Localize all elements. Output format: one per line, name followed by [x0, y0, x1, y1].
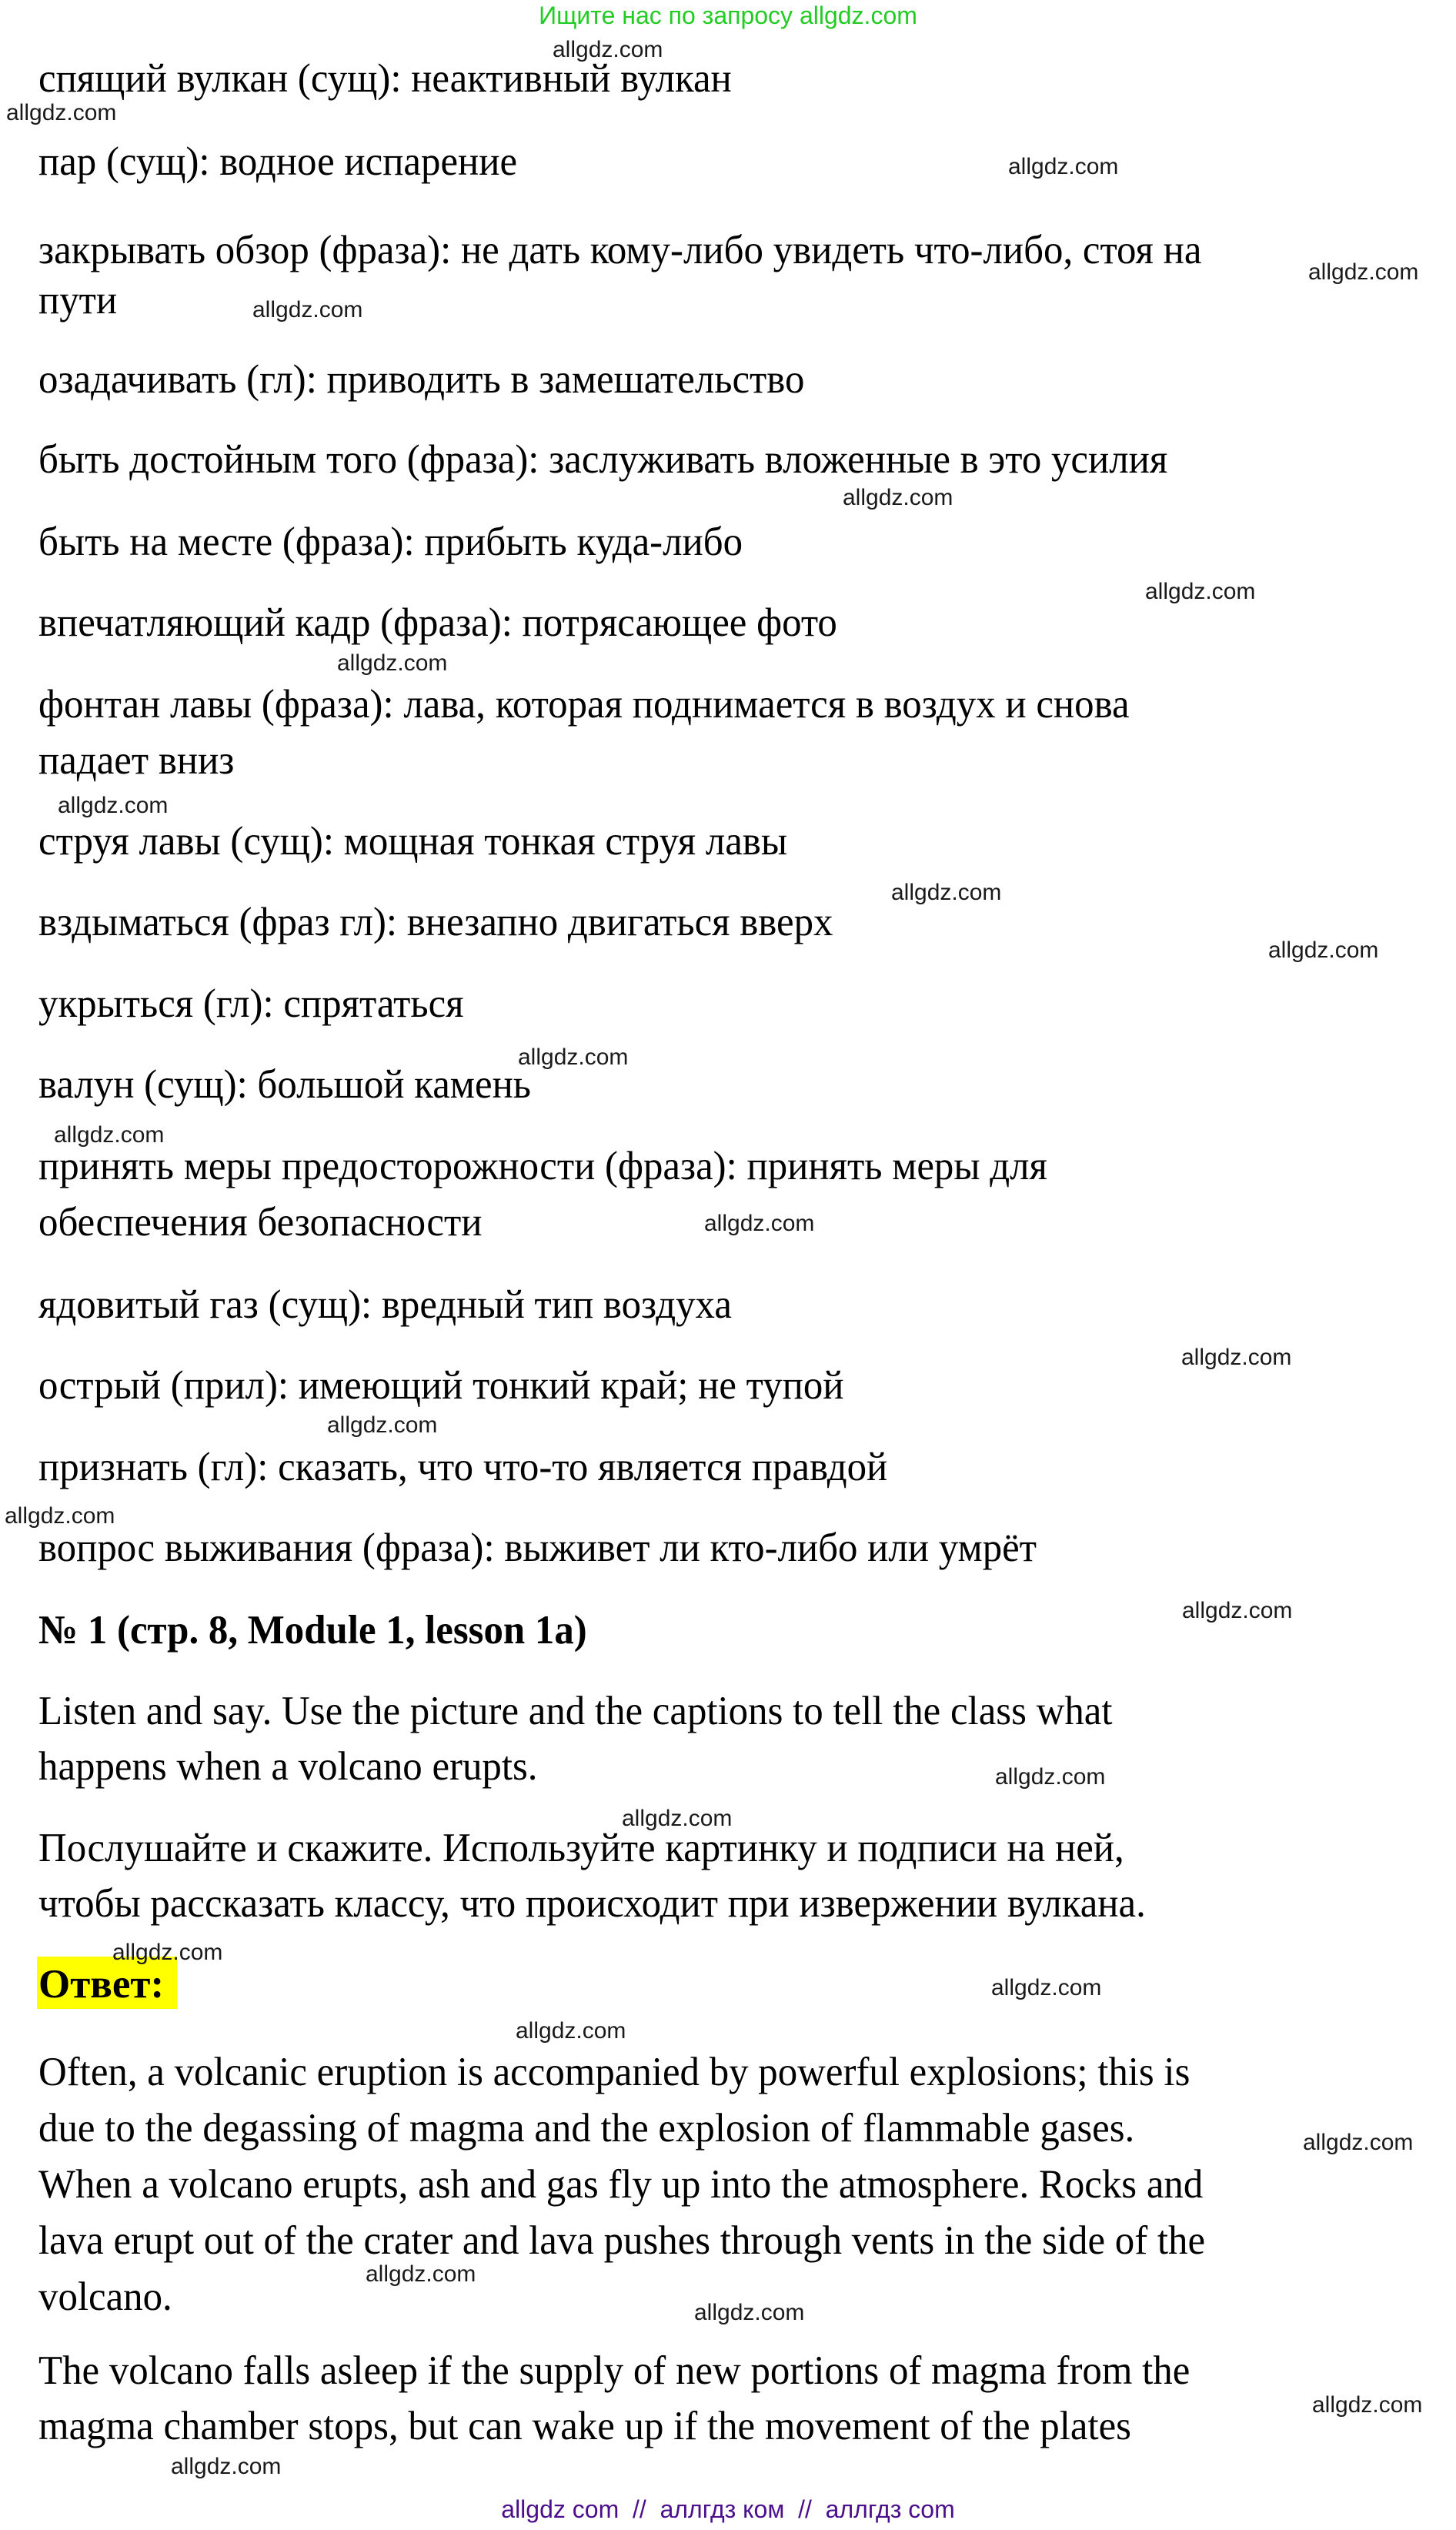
watermark: allgdz.com — [1181, 1345, 1292, 1370]
glossary-line: быть на месте (фраза): прибыть куда-либо — [38, 520, 743, 564]
glossary-line: падает вниз — [38, 738, 235, 783]
instruction-en-line: Listen and say. Use the picture and the captions to tell the class what — [38, 1689, 1113, 1733]
answer-line: The volcano falls asleep if the supply of new portions of magma from the — [38, 2348, 1191, 2393]
watermark: allgdz.com — [622, 1806, 733, 1831]
watermark: allgdz.com — [337, 650, 448, 676]
glossary-line: закрывать обзор (фраза): не дать кому-либо увидеть что-либо, стоя на — [38, 228, 1202, 272]
watermark: allgdz.com — [518, 1044, 629, 1070]
watermark: allgdz.com — [704, 1211, 815, 1236]
answer-line: When a volcano erupts, ash and gas fly up into the atmosphere. Rocks and — [38, 2162, 1204, 2207]
glossary-line: озадачивать (гл): приводить в замешательство — [38, 357, 805, 402]
glossary-line: обеспечения безопасности — [38, 1200, 483, 1245]
watermark: allgdz.com — [58, 793, 169, 818]
answer-label: Ответ: — [38, 1962, 165, 2007]
watermark: allgdz.com — [1312, 2392, 1423, 2418]
watermark: allgdz.com — [991, 1975, 1102, 2000]
watermark: allgdz.com — [1182, 1598, 1293, 1623]
watermark: allgdz.com — [1303, 2130, 1414, 2155]
glossary-line: пар (сущ): водное испарение — [38, 139, 518, 184]
watermark: allgdz.com — [112, 1940, 223, 1965]
watermark: allgdz.com — [891, 880, 1002, 905]
answer-line: volcano. — [38, 2274, 172, 2319]
bottom-banner: allgdz com // аллгдз ком // аллгдз com — [501, 2495, 955, 2523]
glossary-line: вздыматься (фраз гл): внезапно двигаться вверх — [38, 900, 833, 944]
watermark: allgdz.com — [171, 2454, 282, 2479]
watermark: allgdz.com — [252, 297, 363, 323]
answer-line: due to the degassing of magma and the explosion of flammable gases. — [38, 2106, 1135, 2151]
glossary-line: валун (сущ): большой камень — [38, 1062, 532, 1107]
instruction-ru-line: чтобы рассказать классу, что происходит при извержении вулкана. — [38, 1881, 1146, 1926]
glossary-line: укрыться (гл): спрятаться — [38, 981, 464, 1026]
watermark: allgdz.com — [54, 1122, 165, 1148]
watermark: allgdz.com — [1008, 154, 1119, 179]
answer-line: magma chamber stops, but can wake up if the movement of the plates — [38, 2404, 1131, 2448]
glossary-line: признать (гл): сказать, что что-то является правдой — [38, 1445, 888, 1489]
glossary-line: ядовитый газ (сущ): вредный тип воздуха — [38, 1282, 732, 1327]
watermark: allgdz.com — [366, 2261, 476, 2287]
answer-line: Often, a volcanic eruption is accompanied by powerful explosions; this is — [38, 2050, 1191, 2094]
instruction-en-line: happens when a volcano erupts. — [38, 1744, 538, 1789]
glossary-line: спящий вулкан (сущ): неактивный вулкан — [38, 56, 732, 101]
watermark: allgdz.com — [1308, 259, 1419, 285]
instruction-ru-line: Послушайте и скажите. Используйте картинку и подписи на ней, — [38, 1826, 1124, 1870]
glossary-line: струя лавы (сущ): мощная тонкая струя лавы — [38, 819, 788, 864]
watermark: allgdz.com — [327, 1412, 438, 1438]
watermark: allgdz.com — [995, 1764, 1106, 1790]
watermark: allgdz.com — [843, 485, 953, 510]
glossary-line: быть достойным того (фраза): заслуживать вложенные в это усилия — [38, 437, 1168, 482]
glossary-line: вопрос выживания (фраза): выживет ли кто-либо или умрёт — [38, 1526, 1037, 1570]
watermark: allgdz.com — [694, 2300, 805, 2325]
watermark: allgdz.com — [1268, 937, 1379, 963]
glossary-line: пути — [38, 278, 118, 323]
glossary-line: принять меры предосторожности (фраза): принять меры для — [38, 1144, 1047, 1188]
glossary-line: впечатляющий кадр (фраза): потрясающее фото — [38, 600, 837, 645]
watermark: allgdz.com — [6, 100, 117, 125]
glossary-line: фонтан лавы (фраза): лава, которая поднимается в воздух и снова — [38, 682, 1130, 727]
glossary-line: острый (прил): имеющий тонкий край; не тупой — [38, 1363, 844, 1408]
watermark: allgdz.com — [5, 1503, 115, 1529]
watermark: allgdz.com — [516, 2018, 626, 2044]
task-heading: № 1 (стр. 8, Module 1, lesson 1a) — [38, 1608, 587, 1653]
top-banner: Ищите нас по запросу allgdz.com — [539, 2, 917, 29]
watermark: allgdz.com — [1145, 579, 1256, 604]
answer-line: lava erupt out of the crater and lava pushes through vents in the side of the — [38, 2218, 1206, 2263]
watermark: allgdz.com — [553, 37, 663, 62]
